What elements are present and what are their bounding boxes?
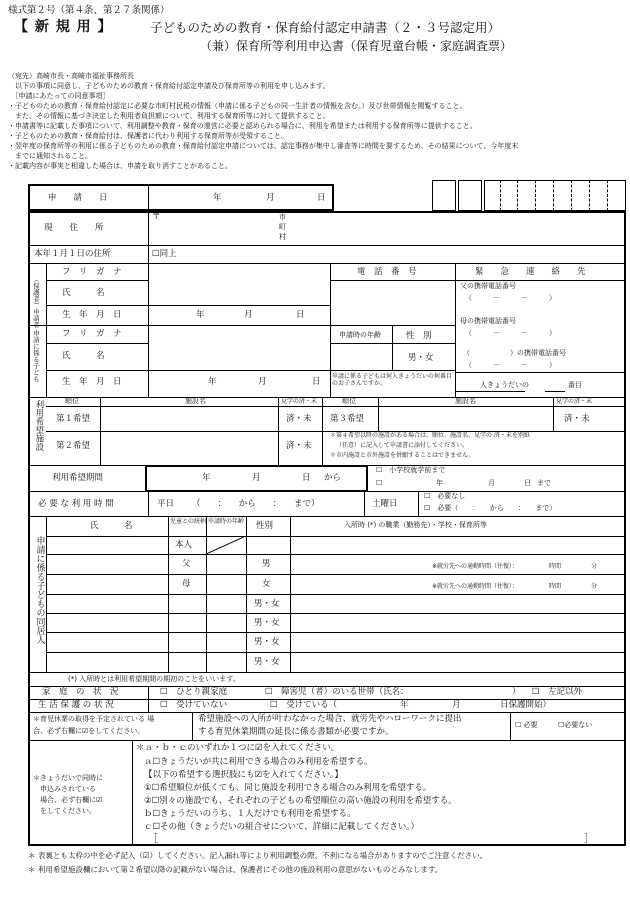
sibling-instruction: ＊ａ・ｂ・ｃのいずれか１つに☑を入れてください。 xyxy=(136,743,340,753)
year-label: 年 xyxy=(436,479,443,487)
gender-options[interactable]: 男・女 xyxy=(254,637,280,647)
other-paren: （ xyxy=(463,349,470,357)
intro-line: ［申請にあたっての同意事項］ xyxy=(8,92,110,100)
use-time-label: 必 要 な 利 用 時 間 xyxy=(38,499,114,509)
other-checkbox[interactable]: ☐ 左記以外 xyxy=(532,687,583,697)
village-label: 村 xyxy=(279,233,286,241)
sibling-count-label: 人きょうだいの xyxy=(480,381,529,389)
childcare-leave-question: 希望施設への入所が叶わなかった場合、就労先やハローワークに提出 xyxy=(198,714,462,724)
footer-note: ＊ 表裏とも太枠の中を必ず記入（☑）してください。記入漏れ等により利用調整の際、不利になる場合がありますのでご注意ください。 xyxy=(28,851,488,860)
child-furigana-label: フ リ ガ ナ xyxy=(62,329,122,339)
year-label: 年 xyxy=(196,310,205,320)
gender-options[interactable]: 男・女 xyxy=(408,353,434,363)
pref-note: ＊第４希望以降の施設がある場合は、順位、施設名、見学の 済・未を別紙 xyxy=(330,432,530,439)
diagonal-mark xyxy=(206,536,246,554)
sibling-note: 申込みされている xyxy=(40,785,96,793)
sibling-sub-instruction: 【以下の希望する選択肢にも☑を入れてください。】 xyxy=(144,770,343,780)
disabled-household-checkbox[interactable]: ☐ 障害児（者）のいる世帯（氏名： xyxy=(265,687,409,697)
day-label: 日 xyxy=(524,479,531,487)
commute-minutes: 分 xyxy=(591,563,598,570)
gender-label: 性 別 xyxy=(406,331,432,341)
year-label: 年 xyxy=(213,193,222,203)
city-label: 市 xyxy=(279,213,286,221)
bracket-right: ］ xyxy=(584,834,594,845)
intro-line: ・子どものための教育・保育給付認定に必要な市町村民税の情報（申請に係る子どもの同一生計者の情報を含む。）及び世帯情報を閲覧すること。 xyxy=(8,102,467,110)
welfare-start-label: 日保護開始） xyxy=(500,700,552,710)
intro-line: ・子どものための教育・保育給付は、保護者に代わり利用する保育所等が受領すること。 xyxy=(8,132,288,140)
intro-line: ・翌年度の保育所等の利用に係る子どものための教育・保育給付認定申請については、認定事務が集中し審査等に時間を要するため、その結果について、今年度末 xyxy=(8,142,519,150)
pref1-visit[interactable]: 済・未 xyxy=(286,414,312,424)
applicant-birthday-label: 生 年 月 日 xyxy=(62,310,122,320)
intro-line: ・記載内容が事実と相違した場合は、申請を取り消すことがあること。 xyxy=(8,162,232,170)
until-date-checkbox[interactable]: ☐ xyxy=(376,479,383,487)
page-title: 子どものための教育・保育給付認定申請書（２・３号認定用） xyxy=(150,20,501,35)
entry-note: (*) 入所時とは利用希望期間の期初のことをいいます。 xyxy=(68,675,240,683)
sibling-option-b[interactable]: ｂ☐きょうだいのうち、１人だけでも利用を希望する。 xyxy=(144,809,356,819)
welfare-yes-checkbox[interactable]: ☐ 受けている（ xyxy=(270,700,338,710)
pref2-visit[interactable]: 済・未 xyxy=(286,441,312,451)
gender-column-header: 性別 xyxy=(256,521,274,531)
facility-header: 施設名 xyxy=(455,397,476,405)
intro-line: までに通知されること。 xyxy=(8,152,92,160)
pref2-label: 第２希望 xyxy=(56,441,91,451)
facility-side-label: 利用希望施設 xyxy=(33,400,44,451)
month-label: 月 xyxy=(252,473,261,483)
welfare-no-checkbox[interactable]: ☐ 受けていない xyxy=(160,700,228,710)
applicant-furigana-label: フ リ ガ ナ xyxy=(62,267,122,277)
month-label: 月 xyxy=(258,377,267,387)
address-label: 現 住 所 xyxy=(44,223,104,233)
close-paren: ） xyxy=(512,687,521,697)
until-school-checkbox[interactable]: ☐ 小学校就学前まで xyxy=(376,466,446,474)
father-mobile-field[interactable]: （ － － ） xyxy=(465,294,556,302)
intro-line: また、その情報に基づき決定した利用者負担額について、利用する保育所等に対して提供すること。 xyxy=(8,112,330,120)
commute-minutes: 分 xyxy=(591,583,598,590)
childcare-leave-note: 合、必ず右欄に☑をしてください。 xyxy=(33,727,145,735)
gender-options[interactable]: 男・女 xyxy=(254,599,280,609)
application-date-label: 申 請 日 xyxy=(48,193,108,203)
month-label: 月 xyxy=(452,700,461,710)
father-mobile-label: 父の携帯電話番号 xyxy=(460,282,516,290)
until-label: まで xyxy=(537,479,551,487)
sibling-note: ＊きょうだいで同時に xyxy=(33,774,103,782)
relation-column-header: 児童との続柄 xyxy=(170,518,207,525)
single-parent-checkbox[interactable]: ☐ ひとり親家庭 xyxy=(160,687,228,697)
other-mobile-field[interactable]: （ － － ） xyxy=(465,361,556,369)
weekday-label: 平日 xyxy=(157,499,175,509)
relation-father: 父 xyxy=(182,559,191,569)
sibling-note: をしてください。 xyxy=(40,807,96,815)
mother-mobile-field[interactable]: （ － － ） xyxy=(465,329,556,337)
year-label: 年 xyxy=(400,700,409,710)
applicant-name-label: 氏 名 xyxy=(62,288,105,298)
intro-line: ・申請書等に記載した事項について、利用調整や教育・保育の運営に必要と認められる場合に、利用を希望または利用する保育所等に提供すること。 xyxy=(8,122,477,130)
facility-header: 施設名 xyxy=(185,397,206,405)
mother-mobile-label: 母の携帯電話番号 xyxy=(460,317,516,325)
intro-line: （宛先）高崎市長・高崎市福祉事務所長 xyxy=(8,72,134,80)
visit-header: 見学の済・未 xyxy=(281,398,318,405)
childcare-leave-note: ＊育児休業の取得を予定されている 場 xyxy=(33,715,155,723)
visit-header: 見学の済・未 xyxy=(556,398,593,405)
relation-mother: 母 xyxy=(182,579,191,589)
page-subtitle: （兼）保育所等利用申込書（保育児童台帳・家庭調査票） xyxy=(200,39,513,53)
leave-need-checkbox[interactable]: ☐ 必要 xyxy=(515,721,538,729)
child-side-label: 申請に係る子ども xyxy=(31,330,40,382)
jan1-address-label: 本年１月１日の住所 xyxy=(34,249,111,259)
sibling-option-a2[interactable]: ②☐別々の施設でも、それぞれの子どもの希望順位の高い施設の利用を希望する。 xyxy=(144,796,457,806)
household-side-label: 申請に係る子どもの同居人 xyxy=(34,536,45,644)
childcare-leave-question: する育児休業期間の延長に係る書類が必要ですか。 xyxy=(198,727,394,737)
sibling-option-c[interactable]: ｃ☐その他（きょうだいの組合せについて、詳細に記載してください。） xyxy=(144,822,420,832)
office-number-box xyxy=(484,180,626,211)
sibling-question: 申請に係る子どもは何人きょうだいの何番目のお子さんですか。 xyxy=(332,373,453,388)
year-label: 年 xyxy=(202,473,211,483)
leave-not-need-checkbox[interactable]: ☐必要ない xyxy=(558,721,593,729)
name-column-header: 氏 名 xyxy=(90,521,133,531)
footer-note: ＊ 利用希望施設欄において第２希望以降の記載がない場合は、保護者にその他の施設利用の意思がないものとみなします。 xyxy=(28,865,443,874)
month-label: 月 xyxy=(266,193,275,203)
pref-note: （任意）に記入して申請書に添付してください。 xyxy=(336,442,469,449)
work-column-header: 入所時 (*) の職業（勤務先）・学校・保育所等 xyxy=(344,521,487,529)
saturday-none-checkbox[interactable]: ☐ 必要なし xyxy=(424,492,466,500)
gender-options[interactable]: 男・女 xyxy=(254,657,280,667)
day-label: 日 xyxy=(302,473,311,483)
child-name-label: 氏 名 xyxy=(62,351,105,361)
emergency-contact-label: 緊 急 連 絡 先 xyxy=(475,267,586,277)
relation-self: 本人 xyxy=(175,540,193,550)
month-label: 月 xyxy=(244,310,253,320)
sibling-note: 場合、必ず右欄に☑ xyxy=(40,796,103,804)
postal-mark: 〒 xyxy=(152,212,161,222)
applicant-side-label: （保護者）申請者 xyxy=(31,276,40,328)
sibling-option-a1[interactable]: ①☐希望順位が低くても、同じ施設を利用できる場合のみ利用を希望する。 xyxy=(144,783,432,793)
saturday-need-checkbox[interactable]: ☐ 必要（ ： から ： まで） xyxy=(424,504,557,512)
age-at-app-label: 申請時の年齢 xyxy=(339,331,381,339)
sibling-option-a[interactable]: ａ☐きょうだいが共に利用できる場合のみ利用を希望する。 xyxy=(144,757,373,767)
welfare-label: 生 活 保 護 の 状 況 xyxy=(38,700,114,710)
pref3-label: 第３希望 xyxy=(330,414,365,424)
other-mobile-label: ）の携帯電話番号 xyxy=(510,349,566,357)
gender-male: 男 xyxy=(262,559,271,569)
day-label: 日 xyxy=(296,310,305,320)
day-label: 日 xyxy=(317,193,326,203)
same-as-above-checkbox[interactable]: ☐同上 xyxy=(152,249,177,259)
pref3-visit[interactable]: 済・未 xyxy=(564,414,590,424)
town-label: 町 xyxy=(279,223,286,231)
age-column-header: 申請時の年齢 xyxy=(208,518,245,525)
commute-hours: 時間 xyxy=(549,563,562,570)
pref1-label: 第１希望 xyxy=(56,414,91,424)
rank-header: 順位 xyxy=(342,397,356,405)
commute-hours: 時間 xyxy=(549,583,562,590)
form-number: 様式第２号（第４条、第２７条関係） xyxy=(8,5,170,16)
form-type-tag: 【 新 規 用 】 xyxy=(14,19,113,35)
use-period-label: 利用希望期間 xyxy=(52,473,104,483)
sibling-order-label: 番目 xyxy=(568,381,582,389)
office-box xyxy=(458,180,482,211)
day-label: 日 xyxy=(312,377,321,387)
office-box xyxy=(432,180,456,211)
gender-options[interactable]: 男・女 xyxy=(254,618,280,628)
bracket-left: ［ xyxy=(148,834,158,845)
commute-label: ※就労先への通勤時間（往復）： xyxy=(432,583,519,590)
commute-label: ※就労先への通勤時間（往復）： xyxy=(432,563,519,570)
month-label: 月 xyxy=(488,479,495,487)
year-label: 年 xyxy=(208,377,217,387)
intro-line: 以下の事項に同意し、子どものための教育・保育給付認定申請及び保育所等の利用を申し込みます。 xyxy=(8,82,330,90)
gender-female: 女 xyxy=(262,579,271,589)
pref-note: ＊市内施設と市外施設を併願することはできません。 xyxy=(330,452,475,459)
from-label: から xyxy=(324,473,342,483)
saturday-label: 土曜日 xyxy=(372,499,398,509)
weekday-time-field[interactable]: （ ： から ： まで） xyxy=(192,499,320,509)
phone-label: 電 話 番 号 xyxy=(357,267,417,277)
child-birthday-label: 生 年 月 日 xyxy=(62,377,122,387)
rank-header: 順位 xyxy=(65,397,79,405)
family-status-label: 家 庭 の 状 況 xyxy=(42,687,119,697)
